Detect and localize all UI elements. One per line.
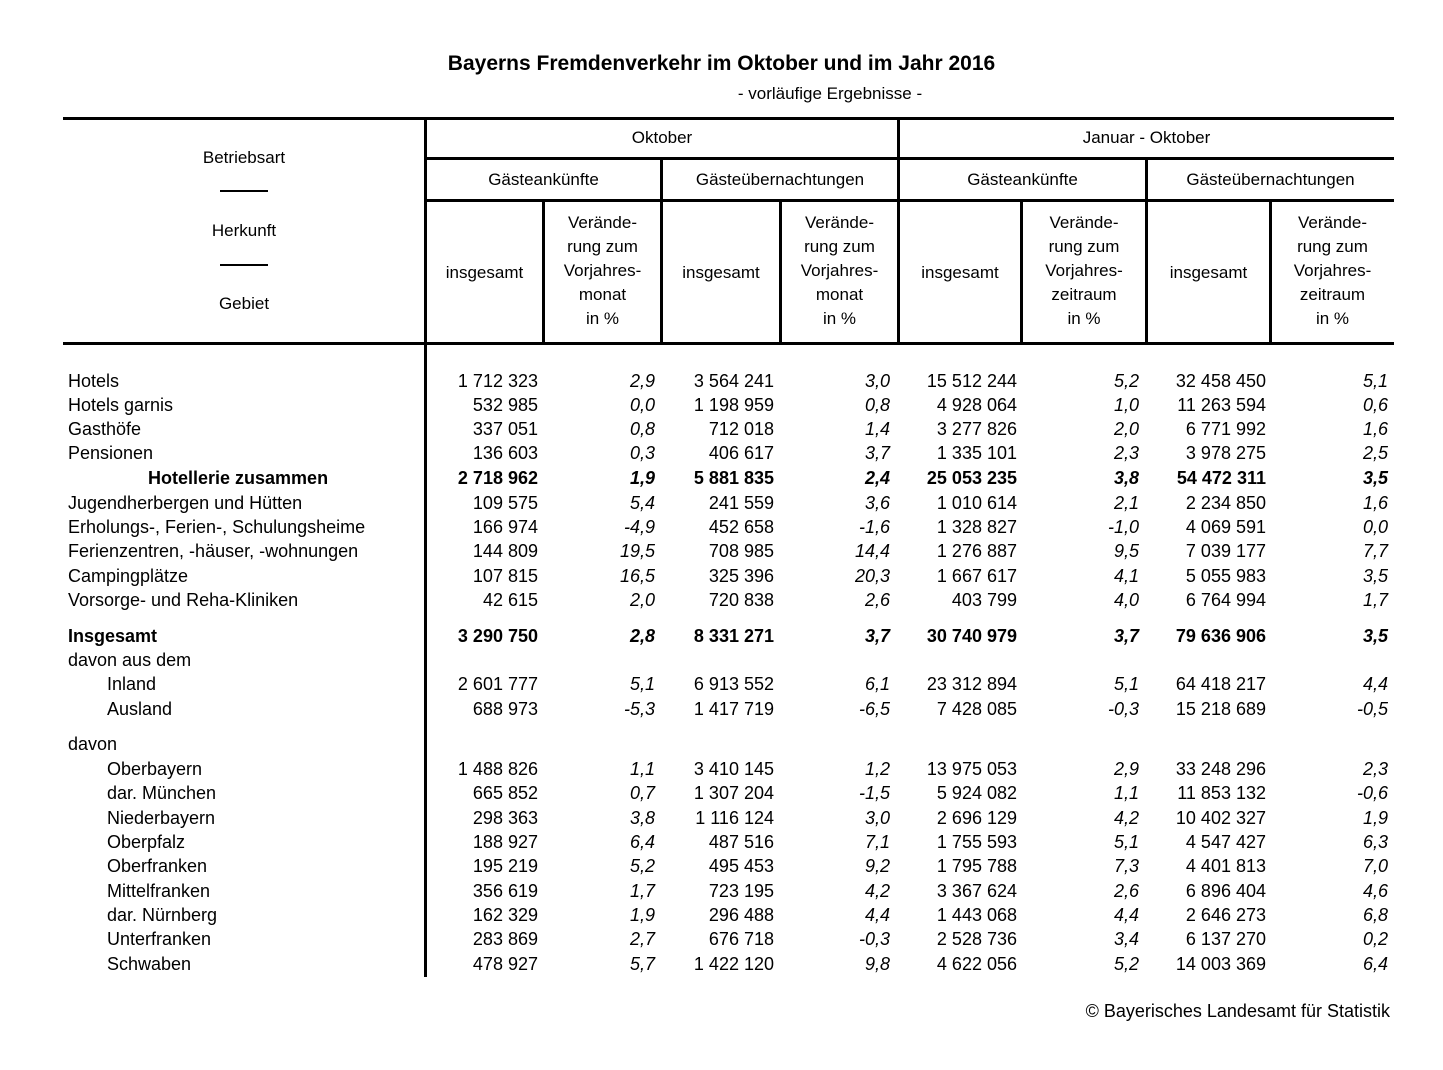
table-cell-change: 2,5 xyxy=(1362,443,1388,463)
table-cell-change: 5,2 xyxy=(1113,371,1139,391)
table-cell-change: 16,5 xyxy=(619,566,655,586)
table-cell-total: 325 396 xyxy=(708,566,774,586)
table-cell-total: 136 603 xyxy=(472,443,538,463)
table-cell-change: 4,2 xyxy=(1113,808,1139,828)
table-cell-change: 2,9 xyxy=(1113,759,1139,779)
table-cell-change: 2,7 xyxy=(629,929,655,949)
row-label: Gasthöfe xyxy=(68,419,142,439)
table-cell-total: 3 410 145 xyxy=(693,759,774,779)
table-cell-change: 3,7 xyxy=(864,626,890,646)
table-cell-total: 8 331 271 xyxy=(693,626,774,646)
table-cell-change: -0,3 xyxy=(858,929,890,949)
table-cell-change: 5,2 xyxy=(1113,954,1139,974)
row-label: dar. München xyxy=(107,783,217,803)
table-cell-change: 1,9 xyxy=(629,468,655,488)
table-cell-change: 1,6 xyxy=(1362,493,1388,513)
table-cell-total: 532 985 xyxy=(472,395,538,415)
row-label: Oberfranken xyxy=(107,856,208,876)
table-cell-change: 2,3 xyxy=(1362,759,1388,779)
table-cell-total: 2 696 129 xyxy=(936,808,1017,828)
table-cell-total: 337 051 xyxy=(472,419,538,439)
table-cell-change: 2,6 xyxy=(1113,881,1139,901)
group-header-nights-oktober: Gästeübernachtungen xyxy=(695,170,865,189)
table-cell-change: 1,0 xyxy=(1113,395,1139,415)
table-cell-change: 7,1 xyxy=(864,832,890,852)
group-header-arrivals-oktober: Gästeankünfte xyxy=(488,170,599,189)
table-cell-change: 4,4 xyxy=(864,905,890,925)
table-cell-total: 1 335 101 xyxy=(936,443,1017,463)
row-label: Campingplätze xyxy=(68,566,189,586)
table-cell-total: 144 809 xyxy=(472,541,538,561)
table-cell-total: 3 564 241 xyxy=(693,371,774,391)
stub-separator-1 xyxy=(220,190,268,192)
table-cell-change: -1,5 xyxy=(858,783,890,803)
row-label: Hotels garnis xyxy=(68,395,174,415)
page-subtitle: - vorläufige Ergebnisse - xyxy=(737,84,923,103)
table-cell-total: 3 290 750 xyxy=(457,626,538,646)
table-cell-change: 6,4 xyxy=(629,832,655,852)
col-header-change-1: Verände- rung zum Vorjahres- monat in % xyxy=(563,213,642,328)
table-cell-change: 1,1 xyxy=(1113,783,1139,803)
table-cell-change: 7,3 xyxy=(1113,856,1139,876)
row-label: davon xyxy=(68,734,118,754)
table-cell-total: 2 528 736 xyxy=(936,929,1017,949)
table-cell-total: 4 928 064 xyxy=(936,395,1017,415)
table-cell-change: 1,4 xyxy=(864,419,890,439)
table-cell-total: 32 458 450 xyxy=(1175,371,1266,391)
table-top-rule xyxy=(63,117,1394,120)
period-header-oktober: Oktober xyxy=(631,128,693,147)
table-cell-total: 403 799 xyxy=(951,590,1017,610)
table-cell-change: 5,2 xyxy=(629,856,655,876)
table-cell-change: -0,6 xyxy=(1356,783,1388,803)
table-cell-total: 406 617 xyxy=(708,443,774,463)
col-header-change-3: Verände- rung zum Vorjahres- zeitraum in % xyxy=(1045,213,1123,328)
table-cell-total: 1 422 120 xyxy=(693,954,774,974)
table-cell-total: 4 547 427 xyxy=(1185,832,1266,852)
table-cell-total: 15 512 244 xyxy=(926,371,1017,391)
header-rule-groups xyxy=(425,199,1394,202)
table-cell-change: 2,0 xyxy=(629,590,655,610)
row-label: Schwaben xyxy=(107,954,192,974)
table-cell-change: 5,7 xyxy=(629,954,655,974)
table-cell-total: 42 615 xyxy=(482,590,538,610)
group-header-nights-jan-okt: Gästeübernachtungen xyxy=(1186,170,1355,189)
table-cell-change: 5,1 xyxy=(629,674,655,694)
table-cell-total: 241 559 xyxy=(708,493,774,513)
table-cell-change: 1,6 xyxy=(1362,419,1388,439)
table-cell-total: 33 248 296 xyxy=(1175,759,1266,779)
table-cell-total: 1 795 788 xyxy=(936,856,1017,876)
table-cell-change: 2,0 xyxy=(1113,419,1139,439)
stub-separator-2 xyxy=(220,264,268,266)
table-cell-change: 0,0 xyxy=(1362,517,1388,537)
table-cell-change: 0,8 xyxy=(864,395,890,415)
table-cell-total: 5 055 983 xyxy=(1185,566,1266,586)
table-cell-total: 3 367 624 xyxy=(936,881,1017,901)
row-label: Hotels xyxy=(68,371,120,391)
table-cell-total: 11 853 132 xyxy=(1177,783,1266,803)
table-cell-change: 6,1 xyxy=(864,674,890,694)
table-cell-change: 9,5 xyxy=(1113,541,1139,561)
table-cell-total: 2 601 777 xyxy=(457,674,538,694)
table-cell-change: 0,8 xyxy=(629,419,655,439)
table-cell-total: 7 039 177 xyxy=(1185,541,1266,561)
table-cell-change: 5,1 xyxy=(1362,371,1388,391)
table-cell-total: 4 069 591 xyxy=(1185,517,1266,537)
table-cell-change: 2,3 xyxy=(1113,443,1139,463)
row-label: Vorsorge- und Reha-Kliniken xyxy=(68,590,299,610)
table-cell-change: -1,0 xyxy=(1107,517,1139,537)
table-cell-total: 712 018 xyxy=(708,419,774,439)
table-cell-total: 708 985 xyxy=(708,541,774,561)
table-cell-total: 1 443 068 xyxy=(936,905,1017,925)
table-cell-change: -0,5 xyxy=(1356,699,1388,719)
row-label: Ausland xyxy=(107,699,173,719)
table-cell-change: 2,1 xyxy=(1113,493,1139,513)
table-cell-total: 109 575 xyxy=(472,493,538,513)
table-cell-change: 4,4 xyxy=(1113,905,1139,925)
table-cell-change: 1,9 xyxy=(1362,808,1388,828)
table-cell-change: 9,2 xyxy=(864,856,890,876)
table-cell-change: 6,3 xyxy=(1362,832,1388,852)
table-cell-total: 64 418 217 xyxy=(1175,674,1266,694)
table-cell-total: 2 234 850 xyxy=(1185,493,1266,513)
table-cell-change: 0,3 xyxy=(629,443,655,463)
row-label: Mittelfranken xyxy=(107,881,211,901)
stub-header-gebiet: Gebiet xyxy=(218,294,270,313)
table-cell-total: 25 053 235 xyxy=(926,468,1017,488)
table-cell-change: 5,1 xyxy=(1113,832,1139,852)
table-cell-total: 10 402 327 xyxy=(1175,808,1266,828)
table-cell-total: 13 975 053 xyxy=(926,759,1017,779)
table-cell-total: 1 307 204 xyxy=(693,783,774,803)
table-cell-change: 0,7 xyxy=(629,783,655,803)
table-cell-change: 7,0 xyxy=(1362,856,1388,876)
table-cell-change: 19,5 xyxy=(619,541,655,561)
table-cell-total: 5 881 835 xyxy=(693,468,774,488)
col-header-change-4: Verände- rung zum Vorjahres- zeitraum in % xyxy=(1293,213,1372,328)
table-cell-change: 1,2 xyxy=(864,759,890,779)
table-cell-change: 6,4 xyxy=(1362,954,1388,974)
table-cell-total: 1 488 826 xyxy=(457,759,538,779)
table-cell-total: 14 003 369 xyxy=(1175,954,1266,974)
table-cell-change: 4,1 xyxy=(1113,566,1139,586)
table-cell-change: -4,9 xyxy=(623,517,655,537)
table-cell-total: 195 219 xyxy=(472,856,538,876)
table-cell-total: 166 974 xyxy=(472,517,538,537)
table-cell-total: 4 401 813 xyxy=(1185,856,1266,876)
table-cell-total: 356 619 xyxy=(472,881,538,901)
col-header-total-1: insgesamt xyxy=(445,263,524,282)
table-cell-change: 1,7 xyxy=(629,881,655,901)
row-label: Unterfranken xyxy=(107,929,212,949)
table-cell-total: 1 712 323 xyxy=(457,371,538,391)
row-label: Pensionen xyxy=(68,443,154,463)
table-cell-change: 3,6 xyxy=(864,493,890,513)
table-cell-total: 1 755 593 xyxy=(936,832,1017,852)
col-header-total-4: insgesamt xyxy=(1169,263,1248,282)
row-label: Hotellerie zusammen xyxy=(148,468,329,488)
header-bottom-rule xyxy=(63,342,1394,345)
table-cell-total: 7 428 085 xyxy=(936,699,1017,719)
table-cell-total: 2 646 273 xyxy=(1185,905,1266,925)
row-label: davon aus dem xyxy=(68,650,192,670)
group-header-arrivals-jan-okt: Gästeankünfte xyxy=(967,170,1078,189)
table-cell-change: 0,2 xyxy=(1362,929,1388,949)
table-cell-change: 3,7 xyxy=(1113,626,1139,646)
table-cell-change: 5,1 xyxy=(1113,674,1139,694)
table-cell-change: 7,7 xyxy=(1362,541,1388,561)
table-cell-total: 1 328 827 xyxy=(936,517,1017,537)
copyright-footer: © Bayerisches Landesamt für Statistik xyxy=(1085,1001,1390,1021)
table-cell-change: 3,5 xyxy=(1362,566,1388,586)
table-cell-total: 1 116 124 xyxy=(695,808,774,828)
table-cell-change: 4,2 xyxy=(864,881,890,901)
table-cell-total: 162 329 xyxy=(472,905,538,925)
table-cell-total: 6 771 992 xyxy=(1185,419,1266,439)
table-cell-total: 3 277 826 xyxy=(936,419,1017,439)
table-cell-change: -5,3 xyxy=(623,699,655,719)
table-cell-change: 2,6 xyxy=(864,590,890,610)
table-cell-change: 3,4 xyxy=(1113,929,1139,949)
table-cell-total: 665 852 xyxy=(472,783,538,803)
table-cell-total: 283 869 xyxy=(472,929,538,949)
table-cell-change: 0,0 xyxy=(629,395,655,415)
table-cell-total: 1 010 614 xyxy=(936,493,1017,513)
row-label: Insgesamt xyxy=(68,626,158,646)
table-cell-change: 3,0 xyxy=(864,808,890,828)
table-cell-change: 3,7 xyxy=(864,443,890,463)
stub-header-herkunft: Herkunft xyxy=(211,221,277,240)
table-cell-total: 5 924 082 xyxy=(936,783,1017,803)
table-cell-total: 11 263 594 xyxy=(1177,395,1266,415)
row-label: Oberbayern xyxy=(107,759,203,779)
table-cell-change: 4,6 xyxy=(1362,881,1388,901)
table-cell-change: 6,8 xyxy=(1362,905,1388,925)
col-header-total-2: insgesamt xyxy=(682,263,760,282)
table-cell-total: 6 896 404 xyxy=(1185,881,1266,901)
table-cell-total: 676 718 xyxy=(708,929,774,949)
table-cell-total: 188 927 xyxy=(472,832,538,852)
table-cell-change: 1,1 xyxy=(629,759,655,779)
table-cell-change: 2,4 xyxy=(864,468,890,488)
table-cell-change: 2,9 xyxy=(629,371,655,391)
table-cell-total: 6 764 994 xyxy=(1185,590,1266,610)
row-label: Jugendherbergen und Hütten xyxy=(68,493,303,513)
table-cell-total: 495 453 xyxy=(708,856,774,876)
table-cell-total: 1 417 719 xyxy=(693,699,774,719)
table-cell-total: 30 740 979 xyxy=(926,626,1017,646)
col-header-total-3: insgesamt xyxy=(921,263,999,282)
table-cell-change: 5,4 xyxy=(629,493,655,513)
table-cell-change: 3,5 xyxy=(1362,468,1388,488)
table-cell-total: 487 516 xyxy=(708,832,774,852)
table-cell-total: 1 198 959 xyxy=(693,395,774,415)
table-cell-total: 3 978 275 xyxy=(1185,443,1266,463)
table-cell-change: 20,3 xyxy=(854,566,890,586)
table-cell-total: 79 636 906 xyxy=(1175,626,1266,646)
row-label: Niederbayern xyxy=(107,808,216,828)
table-cell-change: 3,8 xyxy=(629,808,655,828)
table-cell-change: 0,6 xyxy=(1362,395,1388,415)
row-label: Ferienzentren, -häuser, -wohnungen xyxy=(68,541,359,561)
period-header-januar-oktober: Januar - Oktober xyxy=(1082,128,1211,147)
row-label: Oberpfalz xyxy=(107,832,186,852)
table-cell-change: 1,9 xyxy=(629,905,655,925)
table-cell-total: 4 622 056 xyxy=(936,954,1017,974)
table-cell-change: 4,0 xyxy=(1113,590,1139,610)
table-cell-total: 15 218 689 xyxy=(1175,699,1266,719)
table-cell-total: 478 927 xyxy=(472,954,538,974)
row-label: Erholungs-, Ferien-, Schulungsheime xyxy=(68,517,366,537)
table-cell-total: 6 137 270 xyxy=(1185,929,1266,949)
table-cell-change: -6,5 xyxy=(858,699,890,719)
row-label: dar. Nürnberg xyxy=(107,905,218,925)
col-header-change-2: Verände- rung zum Vorjahres- monat in % xyxy=(800,213,879,328)
table-cell-change: 2,8 xyxy=(629,626,655,646)
table-cell-total: 23 312 894 xyxy=(926,674,1017,694)
table-cell-change: 3,5 xyxy=(1362,626,1388,646)
table-cell-change: -0,3 xyxy=(1107,699,1139,719)
table-cell-total: 107 815 xyxy=(472,566,538,586)
table-cell-total: 1 276 887 xyxy=(936,541,1017,561)
table-cell-change: 1,7 xyxy=(1362,590,1388,610)
table-cell-change: -1,6 xyxy=(858,517,890,537)
table-cell-change: 14,4 xyxy=(854,541,890,561)
table-cell-total: 723 195 xyxy=(708,881,774,901)
table-cell-total: 2 718 962 xyxy=(457,468,538,488)
table-cell-change: 4,4 xyxy=(1362,674,1388,694)
table-cell-change: 3,0 xyxy=(864,371,890,391)
table-cell-total: 6 913 552 xyxy=(693,674,774,694)
table-cell-total: 688 973 xyxy=(472,699,538,719)
row-label: Inland xyxy=(107,674,157,694)
table-cell-total: 54 472 311 xyxy=(1176,468,1266,488)
table-cell-change: 9,8 xyxy=(864,954,890,974)
page-title: Bayerns Fremdenverkehr im Oktober und im Jahr 2016 xyxy=(447,52,996,75)
table-cell-total: 452 658 xyxy=(708,517,774,537)
table-cell-total: 1 667 617 xyxy=(936,566,1017,586)
table-cell-change: 3,8 xyxy=(1113,468,1139,488)
table-cell-total: 296 488 xyxy=(708,905,774,925)
stub-header-betriebsart: Betriebsart xyxy=(202,148,286,167)
header-rule-periods xyxy=(425,157,1394,160)
table-cell-total: 720 838 xyxy=(708,590,774,610)
table-cell-total: 298 363 xyxy=(472,808,538,828)
